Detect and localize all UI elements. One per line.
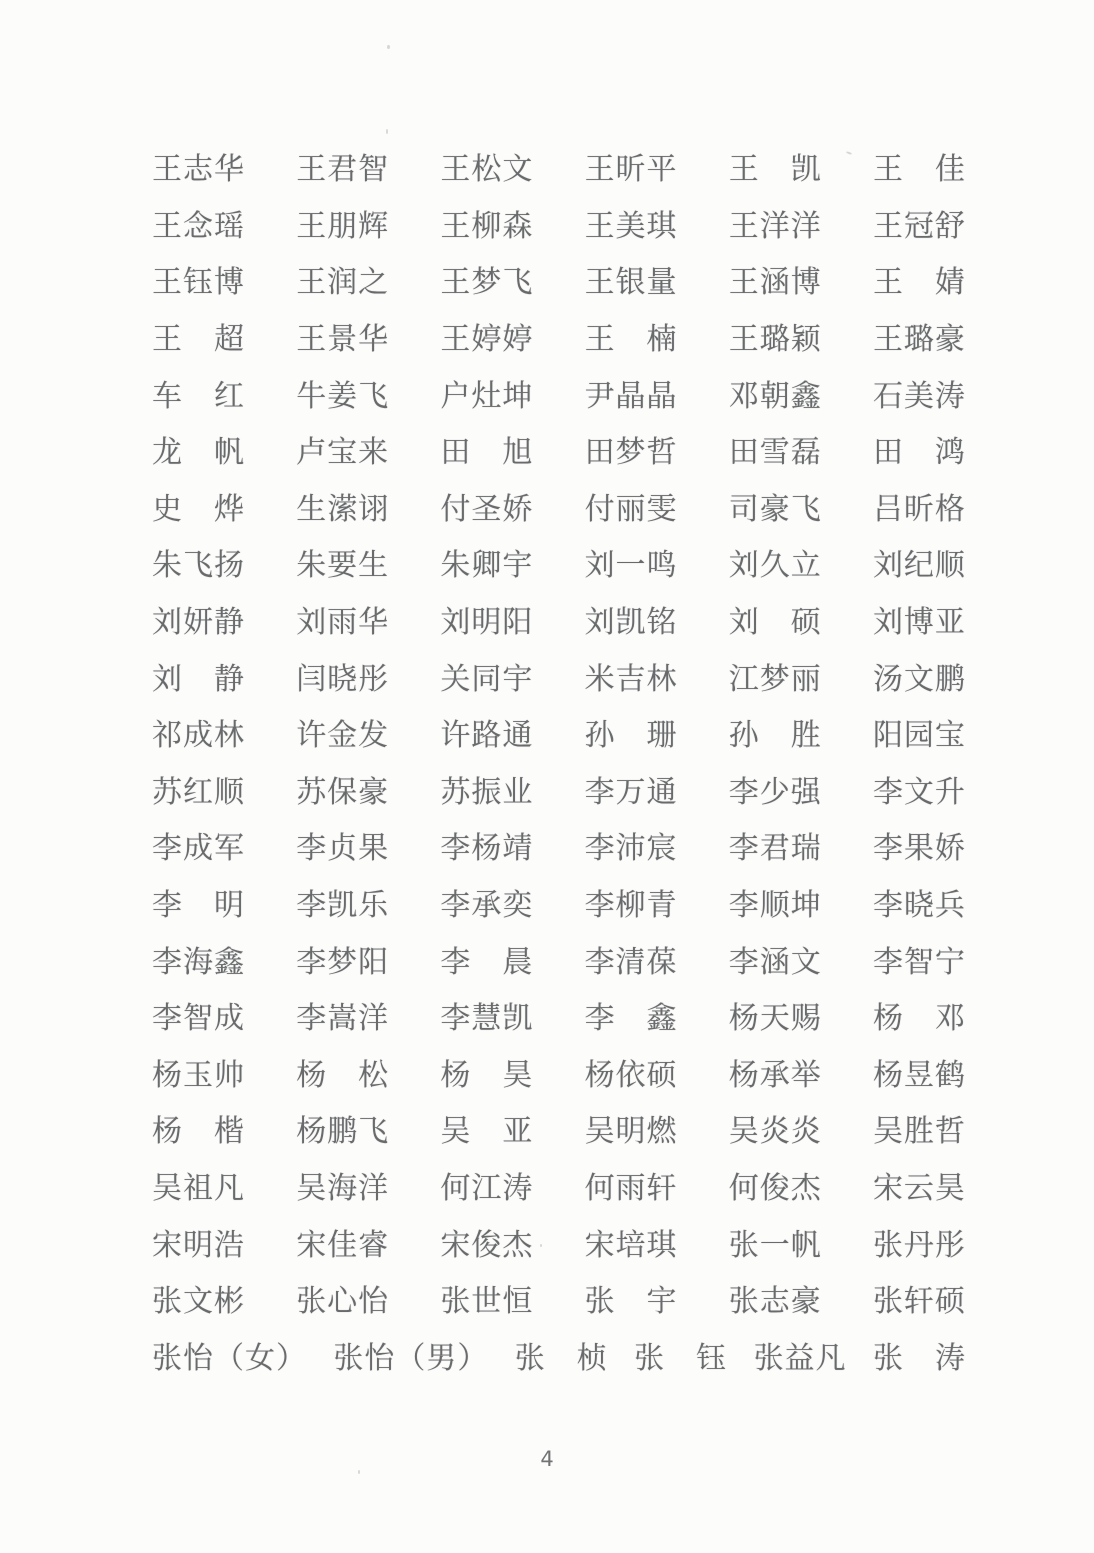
- name-cell: 张 桢: [514, 1341, 608, 1375]
- name-cell: 王银量: [584, 266, 678, 300]
- name-cell: 苏振业: [440, 775, 534, 809]
- name-row: [152, 1330, 966, 1387]
- name-cell: 王涵博: [728, 266, 822, 300]
- name-cell: 李沛宸: [584, 832, 678, 866]
- name-row: [152, 1217, 966, 1274]
- page-number: 4: [540, 1447, 554, 1471]
- name-cell: 李凯乐: [296, 889, 390, 923]
- name-cell: 王钰博: [152, 266, 245, 300]
- name-cell: 李嵩洋: [296, 1002, 390, 1036]
- name-cell: 何俊杰: [728, 1171, 822, 1205]
- name-cell: 王梦飞: [440, 266, 534, 300]
- name-cell: 吴祖凡: [152, 1171, 245, 1205]
- name-cell: 张益凡: [753, 1341, 847, 1375]
- name-cell: 李海鑫: [152, 945, 245, 979]
- name-cell: 王景华: [296, 323, 390, 357]
- name-cell: 王 婧: [872, 266, 966, 300]
- name-cell: 杨依硕: [584, 1058, 678, 1092]
- name-cell: 张文彬: [152, 1285, 245, 1319]
- name-row: [152, 1274, 966, 1331]
- name-cell: 刘博亚: [872, 606, 966, 640]
- name-cell: 张 涛: [872, 1341, 966, 1375]
- name-cell: 牛姜飞: [296, 379, 390, 413]
- name-cell: 关同宇: [440, 662, 534, 696]
- name-row: [152, 765, 966, 822]
- name-cell: 宋明浩: [152, 1228, 245, 1262]
- name-cell: 李晓兵: [872, 889, 966, 923]
- name-cell: 苏保豪: [296, 775, 390, 809]
- name-cell: 尹晶晶: [584, 379, 678, 413]
- name-grid: [152, 142, 966, 1387]
- name-cell: 苏红顺: [152, 775, 245, 809]
- name-row: [152, 934, 966, 991]
- name-row: [152, 595, 966, 652]
- name-row: [152, 482, 966, 539]
- name-cell: 刘一鸣: [584, 549, 678, 583]
- name-cell: 王璐豪: [872, 323, 966, 357]
- scan-noise: [387, 45, 390, 49]
- name-cell: 司豪飞: [728, 492, 822, 526]
- name-row: [152, 821, 966, 878]
- name-cell: 汤文鹏: [872, 662, 966, 696]
- name-cell: 江梦丽: [728, 662, 822, 696]
- name-cell: 刘 硕: [728, 606, 822, 640]
- name-cell: 王冠舒: [872, 209, 966, 243]
- name-cell: 王 超: [152, 323, 245, 357]
- name-cell: 刘 静: [152, 662, 245, 696]
- name-row: [152, 708, 966, 765]
- name-cell: 杨 松: [296, 1058, 390, 1092]
- name-cell: 张志豪: [728, 1285, 822, 1319]
- name-cell: 户灶坤: [440, 379, 534, 413]
- name-cell: 李少强: [728, 775, 822, 809]
- name-cell: 王 佳: [872, 153, 966, 187]
- name-cell: 付丽雯: [584, 492, 678, 526]
- name-cell: 王璐颖: [728, 323, 822, 357]
- name-cell: 刘明阳: [440, 606, 534, 640]
- name-cell: 闫晓彤: [296, 662, 390, 696]
- name-cell: 吴胜哲: [872, 1115, 966, 1149]
- name-cell: 张世恒: [440, 1285, 534, 1319]
- name-cell: 杨 邓: [872, 1002, 966, 1036]
- name-cell: 张 宇: [584, 1285, 678, 1319]
- name-cell: 吴炎炎: [728, 1115, 822, 1149]
- name-cell: 朱卿宇: [440, 549, 534, 583]
- name-cell: 张 钰: [634, 1341, 728, 1375]
- name-cell: 李涵文: [728, 945, 822, 979]
- name-cell: 李慧凯: [440, 1002, 534, 1036]
- name-cell: 何雨轩: [584, 1171, 678, 1205]
- name-cell: 米吉林: [584, 662, 678, 696]
- name-cell: 李顺坤: [728, 889, 822, 923]
- name-row: [152, 199, 966, 256]
- name-cell: 李 鑫: [584, 1002, 678, 1036]
- name-cell: 阳园宝: [872, 719, 966, 753]
- name-cell: 张丹彤: [872, 1228, 966, 1262]
- name-row: [152, 538, 966, 595]
- name-cell: 孙 胜: [728, 719, 822, 753]
- name-cell: 杨承举: [728, 1058, 822, 1092]
- name-cell: 许路通: [440, 719, 534, 753]
- name-cell: 王念瑶: [152, 209, 245, 243]
- name-cell: 李柳青: [584, 889, 678, 923]
- name-cell: 王婷婷: [440, 323, 534, 357]
- name-cell: 张怡（男）: [333, 1341, 489, 1375]
- name-cell: 许金发: [296, 719, 390, 753]
- name-cell: 王美琪: [584, 209, 678, 243]
- name-cell: 卢宝来: [296, 436, 390, 470]
- name-row: [152, 368, 966, 425]
- name-cell: 杨天赐: [728, 1002, 822, 1036]
- name-row: [152, 255, 966, 312]
- name-cell: 王洋洋: [728, 209, 822, 243]
- name-cell: 李 明: [152, 889, 245, 923]
- name-cell: 宋培琪: [584, 1228, 678, 1262]
- name-cell: 杨昱鹤: [872, 1058, 966, 1092]
- name-cell: 刘妍静: [152, 606, 245, 640]
- name-cell: 宋佳睿: [296, 1228, 390, 1262]
- name-cell: 朱飞扬: [152, 549, 245, 583]
- name-cell: 张轩硕: [872, 1285, 966, 1319]
- name-cell: 吕昕格: [872, 492, 966, 526]
- name-cell: 刘凯铭: [584, 606, 678, 640]
- name-cell: 宋云昊: [872, 1171, 966, 1205]
- name-cell: 何江涛: [440, 1171, 534, 1205]
- name-cell: 王润之: [296, 266, 390, 300]
- name-row: [152, 142, 966, 199]
- name-cell: 付圣娇: [440, 492, 534, 526]
- name-cell: 李智宁: [872, 945, 966, 979]
- name-cell: 宋俊杰: [440, 1228, 534, 1262]
- name-cell: 刘久立: [728, 549, 822, 583]
- name-row: [152, 651, 966, 708]
- name-cell: 王君智: [296, 153, 390, 187]
- name-cell: 田 鸿: [872, 436, 966, 470]
- name-cell: 祁成林: [152, 719, 245, 753]
- name-cell: 石美涛: [872, 379, 966, 413]
- name-cell: 孙 珊: [584, 719, 678, 753]
- name-cell: 李清葆: [584, 945, 678, 979]
- name-cell: 李承奕: [440, 889, 534, 923]
- name-cell: 李君瑞: [728, 832, 822, 866]
- name-cell: 王志华: [152, 153, 245, 187]
- name-cell: 李成军: [152, 832, 245, 866]
- name-cell: 田 旭: [440, 436, 534, 470]
- name-cell: 车 红: [152, 379, 245, 413]
- name-row: [152, 991, 966, 1048]
- name-cell: 邓朝鑫: [728, 379, 822, 413]
- name-cell: 王昕平: [584, 153, 678, 187]
- name-cell: 王松文: [440, 153, 534, 187]
- name-cell: 李杨靖: [440, 832, 534, 866]
- name-cell: 张一帆: [728, 1228, 822, 1262]
- name-row: [152, 1048, 966, 1105]
- name-cell: 张心怡: [296, 1285, 390, 1319]
- name-cell: 李万通: [584, 775, 678, 809]
- name-row: [152, 425, 966, 482]
- name-cell: 王柳森: [440, 209, 534, 243]
- name-cell: 刘纪顺: [872, 549, 966, 583]
- name-cell: 李果娇: [872, 832, 966, 866]
- name-cell: 王朋辉: [296, 209, 390, 243]
- name-cell: 吴 亚: [440, 1115, 534, 1149]
- name-cell: 李 晨: [440, 945, 534, 979]
- name-cell: 吴明燃: [584, 1115, 678, 1149]
- name-cell: 李智成: [152, 1002, 245, 1036]
- name-row: [152, 1161, 966, 1218]
- name-cell: 杨玉帅: [152, 1058, 245, 1092]
- name-row: [152, 1104, 966, 1161]
- name-cell: 杨 楷: [152, 1115, 245, 1149]
- scan-noise: [386, 129, 388, 134]
- name-cell: 史 烨: [152, 492, 245, 526]
- name-cell: 刘雨华: [296, 606, 390, 640]
- name-cell: 吴海洋: [296, 1171, 390, 1205]
- name-row: [152, 312, 966, 369]
- name-cell: 龙 帆: [152, 436, 245, 470]
- name-cell: 杨鹏飞: [296, 1115, 390, 1149]
- name-row: [152, 878, 966, 935]
- name-cell: 杨 昊: [440, 1058, 534, 1092]
- name-cell: 朱要生: [296, 549, 390, 583]
- name-cell: 张怡（女）: [152, 1341, 307, 1375]
- name-cell: 王 凯: [728, 153, 822, 187]
- name-cell: 李文升: [872, 775, 966, 809]
- name-cell: 李梦阳: [296, 945, 390, 979]
- name-cell: 王 楠: [584, 323, 678, 357]
- name-cell: 李贞果: [296, 832, 390, 866]
- name-cell: 田雪磊: [728, 436, 822, 470]
- name-cell: 生潆诩: [296, 492, 390, 526]
- name-cell: 田梦哲: [584, 436, 678, 470]
